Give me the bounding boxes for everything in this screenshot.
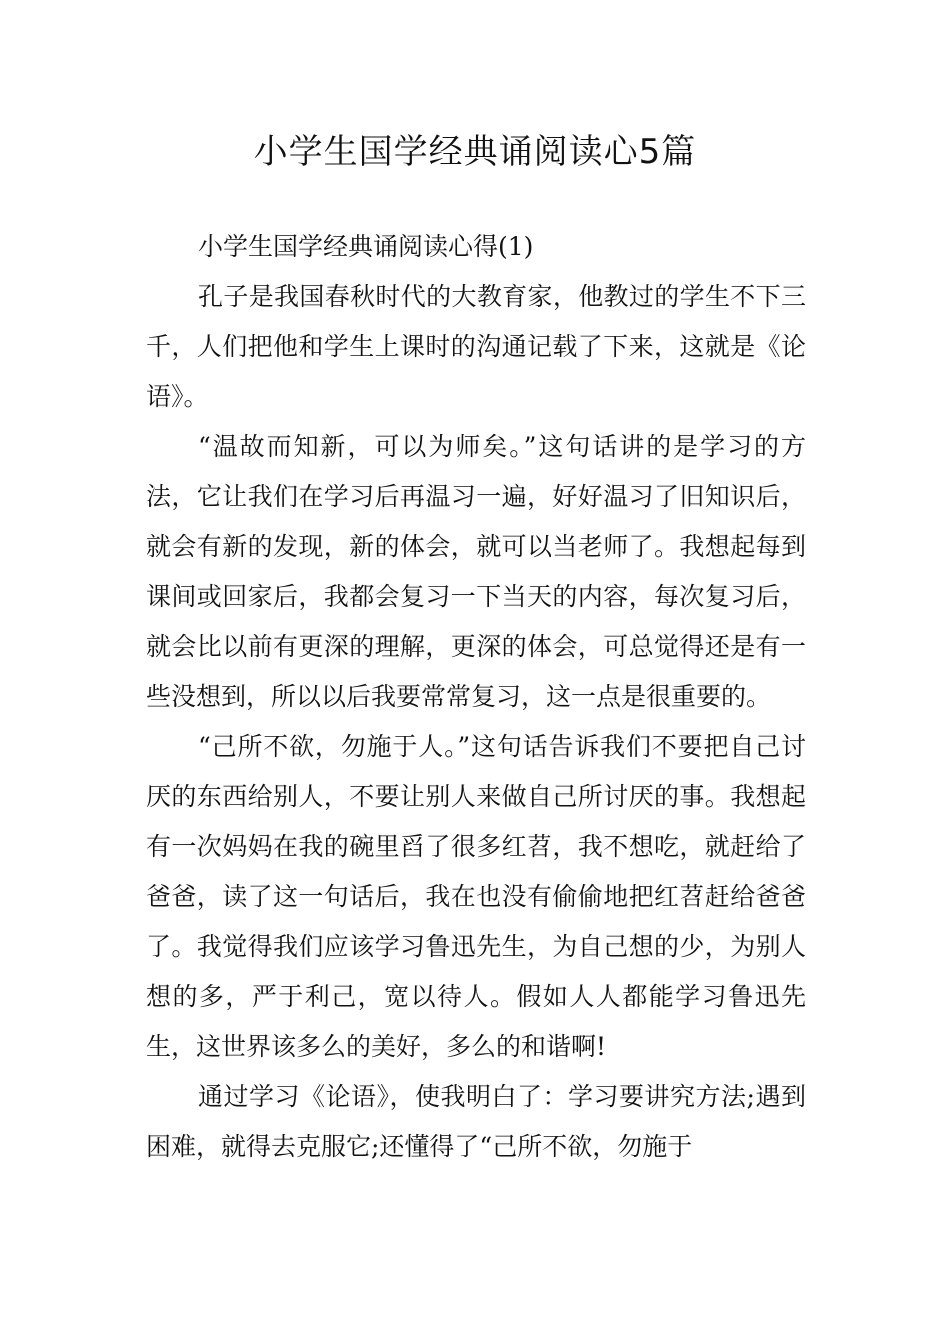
paragraph: 孔子是我国春秋时代的大教育家，他教过的学生不下三千，人们把他和学生上课时的沟通记载了下来，这就是《论语》。 (146, 282, 806, 411)
paragraph: “温故而知新，可以为师矣。”这句话讲的是学习的方法，它让我们在学习后再温习一遍，好好温习了旧知识后，就会有新的发现，新的体会，就可以当老师了。我想起每到课间或回家后，我都会复习一下当天的内容，每次复习后，就会比以前有更深的理解，更深的体会，可总觉得还是有一些没想到，所以以后我要常常复习，这一点是很重要的。 (146, 432, 806, 711)
document-body (146, 222, 806, 1172)
document-title: 小学生国学经典诵阅读心5篇 (253, 132, 697, 172)
paragraph: 通过学习《论语》，使我明白了：学习要讲究方法;遇到困难，就得去克服它;还懂得了“己所不欲，勿施于 (146, 1082, 806, 1161)
paragraph: “己所不欲，勿施于人。”这句话告诉我们不要把自己讨厌的东西给别人，不要让别人来做自己所讨厌的事。我想起有一次妈妈在我的碗里舀了很多红苕，我不想吃，就赶给了爸爸，读了这一句话后，我在也没有偷偷地把红苕赶给爸爸了。我觉得我们应该学习鲁迅先生，为自己想的少，为别人想的多，严于利己，宽以待人。假如人人都能学习鲁迅先生，这世界该多么的美好，多么的和谐啊! (146, 732, 806, 1061)
document-subtitle: 小学生国学经典诵阅读心得(1) (198, 232, 534, 261)
